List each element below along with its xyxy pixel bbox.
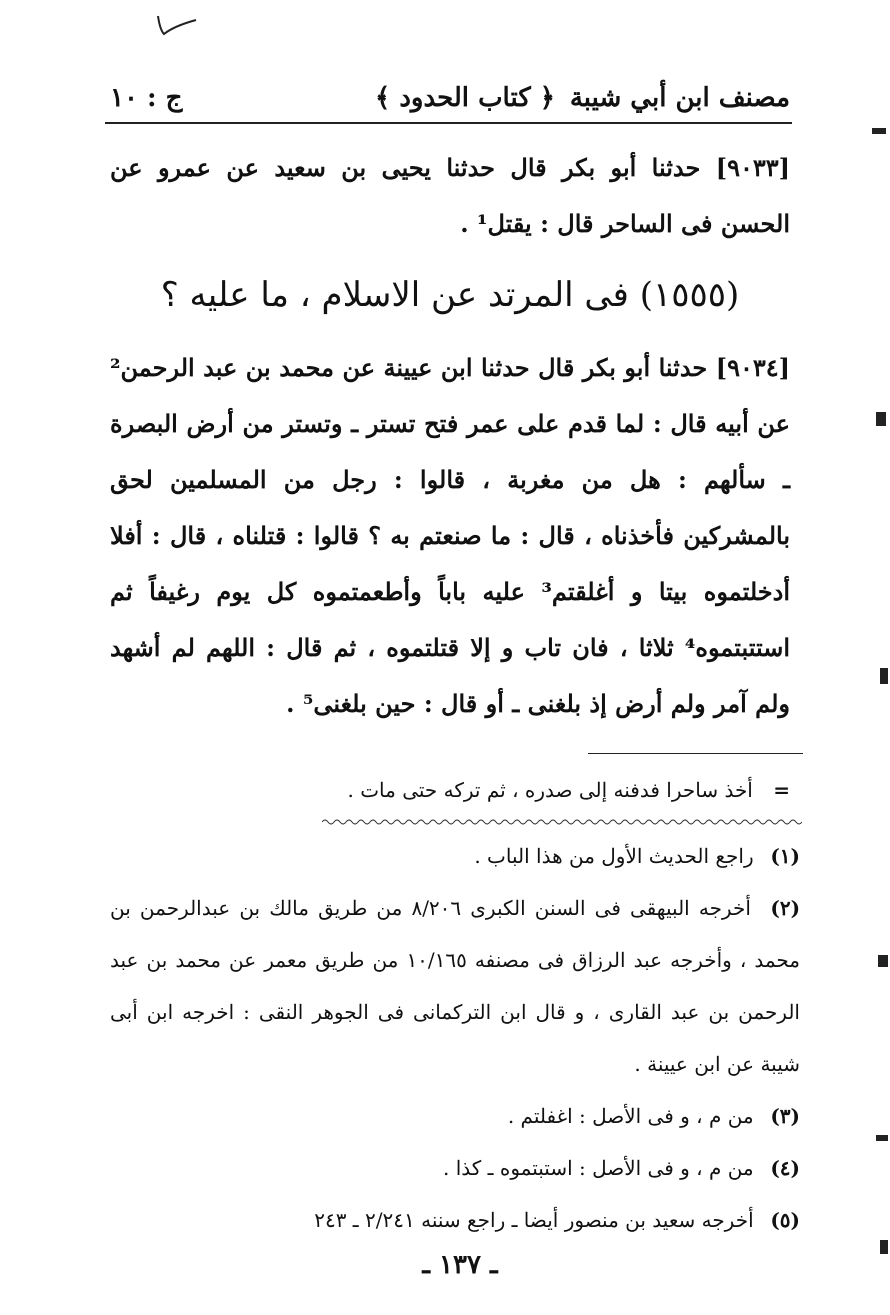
footnote-text: أخرجه سعيد بن منصور أيضا ـ راجع سننه ٢/٢٤١ ـ ٢٤٣ bbox=[314, 1208, 754, 1232]
scan-edge-mark bbox=[876, 412, 886, 426]
footnote-text: من م ، و فى الأصل : استبتموه ـ كذا . bbox=[442, 1156, 754, 1180]
page-number: ـ ١٣٧ ـ bbox=[422, 1250, 498, 1280]
footnote-text: من م ، و فى الأصل : اغفلتم . bbox=[507, 1104, 754, 1128]
footnote-continuation bbox=[300, 770, 790, 810]
wavy-divider bbox=[322, 818, 802, 826]
footnote-2 bbox=[110, 882, 800, 1090]
header-rule bbox=[105, 122, 792, 124]
footnote-4 bbox=[110, 1142, 800, 1194]
footnote-number: (٢) bbox=[770, 896, 801, 920]
footnote-1 bbox=[110, 830, 800, 882]
continuation-mark: = bbox=[773, 778, 790, 802]
scan-edge-mark bbox=[880, 668, 888, 684]
book-title: مصنف ابن أبي شيبة bbox=[569, 83, 790, 113]
section-title: (١٥٥٥) فى المرتد عن الاسلام ، ما عليه ؟ bbox=[160, 275, 740, 315]
footnote-5 bbox=[110, 1194, 800, 1246]
footnote-rule bbox=[588, 753, 803, 754]
hadith-9033: [٩٠٣٣] حدثنا أبو بكر قال حدثنا يحيى بن سعيد عن عمرو عن الحسن فى الساحر قال : يقتل¹ . bbox=[110, 153, 790, 238]
footnote-3 bbox=[110, 1090, 800, 1142]
pen-mark bbox=[150, 12, 200, 40]
scan-edge-mark bbox=[880, 1240, 888, 1254]
chapter-title: ﴿ كتاب الحدود ﴾ bbox=[375, 83, 555, 113]
scan-edge-mark bbox=[872, 128, 886, 134]
footnotes bbox=[110, 830, 800, 1246]
continuation-text: أخذ ساحرا فدفنه إلى صدره ، ثم تركه حتى مات . bbox=[347, 778, 753, 802]
footnote-number: (١) bbox=[770, 844, 800, 868]
footnote-text: راجع الحديث الأول من هذا الباب . bbox=[474, 844, 754, 868]
volume-number: ج : ١٠ bbox=[110, 83, 183, 113]
hadith-9034: [٩٠٣٤] حدثنا أبو بكر قال حدثنا ابن عيينة عن محمد بن عبد الرحمن² عن أبيه قال : لما قدم على عمر فتح تستر ـ وتستر من أرض البصرة ـ سألهم : هل من مغربة ، قالوا : رجل من المسلمين لحق بالمشركين فأخذناه ، قال : ما صنعتم به ؟ قالوا : قتلناه ، قال : أفلا أدخلتموه بيتا و أغلقتم³ عليه باباً وأطعمتموه كل يوم رغيفاً ثم استتبتموه⁴ ثلاثا ، فان تاب و إلا قتلتموه ، ثم قال : اللهم لم أشهد ولم آمر ولم أرض إذ بلغنى ـ أو قال : حين بلغنى⁵ . bbox=[110, 353, 791, 718]
footnote-number: (٣) bbox=[770, 1104, 800, 1128]
footnote-number: (٥) bbox=[770, 1208, 800, 1232]
scan-edge-mark bbox=[878, 955, 888, 967]
scan-edge-mark bbox=[876, 1135, 888, 1141]
footnote-number: (٤) bbox=[770, 1156, 800, 1180]
footnote-text: أخرجه البيهقى فى السنن الكبرى ٨/٢٠٦ من طريق مالك بن عبدالرحمن بن محمد ، وأخرجه عبد الرزاق فى مصنفه ١٠/١٦٥ من طريق معمر عن محمد بن عبد الرحمن بن عبد القارى ، و قال ابن التركمانى فى الجوهر النقى : اخرجه ابن أبى شيبة عن ابن عيينة . bbox=[110, 896, 801, 1076]
running-header bbox=[110, 78, 790, 118]
